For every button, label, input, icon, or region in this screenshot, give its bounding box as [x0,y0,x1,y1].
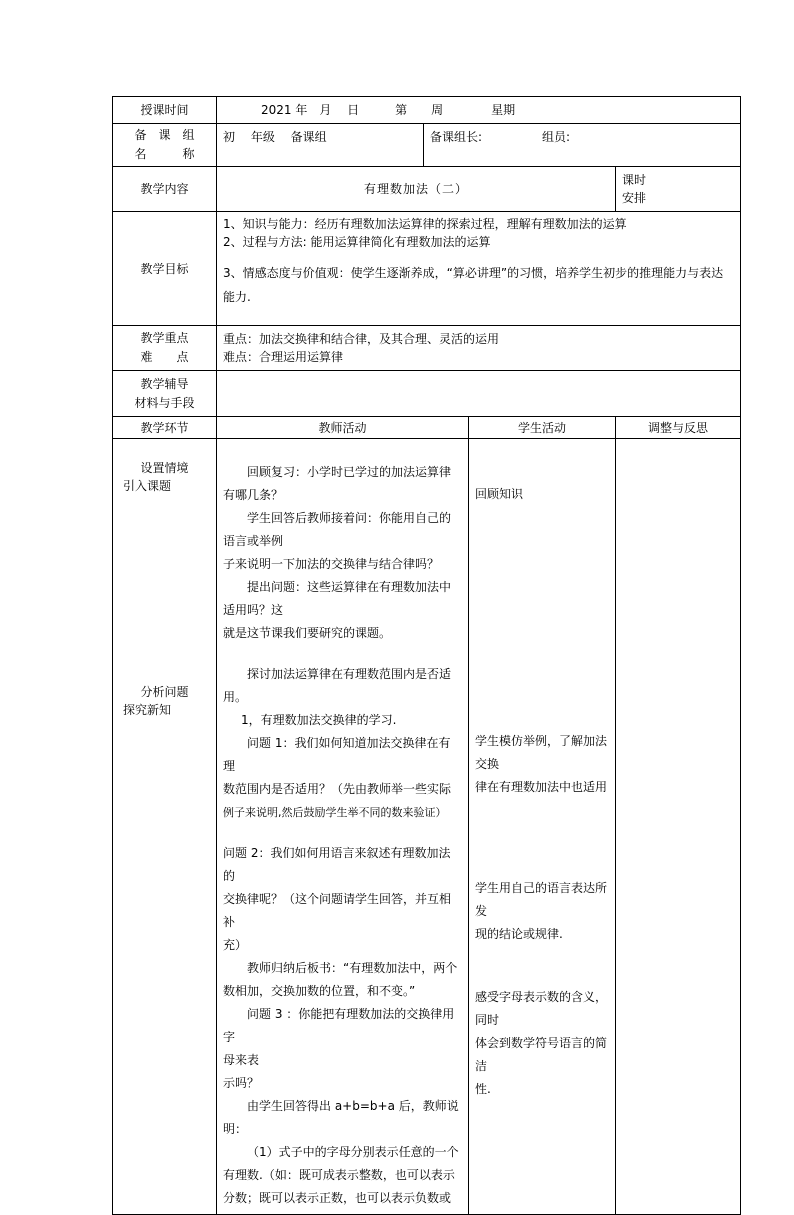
material-value [217,371,741,417]
teacher-p6a: 问题 1：我们如何知道加法交换律在有理 [223,736,451,773]
material-label-line2: 材料与手段 [134,395,195,410]
student-s2b: 律在有理数加法中也适用 [475,780,608,794]
teacher-p10: 由学生回答得出 a+b=b+a 后，教师说明： [223,1099,459,1136]
col-stage: 教学环节 [113,417,217,439]
teacher-p7b: 交换律呢？（这个问题请学生回答，并互相补 [223,892,452,929]
teacher-p2c: 子来说明一下加法的交换律与结合律吗？ [223,557,440,571]
col-student: 学生活动 [469,417,616,439]
student-s1: 回顾知识 [475,487,524,501]
teacher-p3a: 提出问题：这些运算律在有理数加法中 [247,580,452,594]
student-s4a: 感受字母表示数的含义，同时 [475,990,608,1027]
teacher-p3b: 适用吗？这 [223,603,284,617]
goal-1: 1、知识与能力：经历有理数加法运算律的探索过程，理解有理数加法的运算 [223,217,627,231]
col-adjust: 调整与反思 [616,417,741,439]
lesson-title: 有理数加法（二） [217,167,616,212]
teacher-activity-cell [217,439,469,1215]
time-value: 2021 年 月 日 第 周 星期 [217,97,741,124]
teacher-p9a: 问题 3 ：你能把有理数加法的交换律用字 [223,1007,455,1044]
period-label-line1: 课时 [622,173,647,187]
teacher-p2b: 语言或举例 [223,534,284,548]
key-point: 重点：加法交换律和结合律，及其合理、灵活的运用 [223,332,500,346]
material-label [113,371,217,417]
teacher-p9b: 母来表 [223,1053,260,1067]
group-label [113,124,217,167]
hard-point: 难点：合理运用运算律 [223,350,344,364]
material-label-line1: 教学辅导 [140,376,189,391]
teacher-p9c: 示吗？ [223,1076,260,1090]
goal-3: 3、情感态度与价值观：使学生逐渐养成，“算必讲理”的习惯，培养学生初步的推理能力与表达能力. [223,266,724,304]
teacher-p1b: 有哪几条？ [223,488,284,502]
group-label-line2: 名 称 [134,147,195,161]
student-s2a: 学生模仿举例，了解加法交换 [475,734,608,771]
goal-2: 2、过程与方法: 能用运算律简化有理数加法的运算 [223,235,491,249]
adjust-cell [616,439,741,1215]
teacher-p6b: 数范围内是否适用？（先由教师举一些实际 [223,782,452,796]
teacher-p8a: 教师归纳后板书：“有理数加法中，两个 [247,961,458,975]
student-activity-cell [469,439,616,1215]
student-s4b: 体会到数学符号语言的简洁 [475,1036,608,1073]
teacher-p5: 1，有理数加法交换律的学习. [241,713,397,727]
group-label-line1: 备 课 组 [134,128,195,142]
key-label-line1: 教学重点 [140,331,189,345]
teacher-p7a: 问题 2：我们如何用语言来叙述有理数加法的 [223,846,451,883]
student-s4c: 性. [475,1082,491,1096]
period-label [616,167,741,212]
stage-1-line2: 引入课题 [123,479,172,493]
goals-label: 教学目标 [113,212,217,326]
teacher-p4b: 用。 [223,690,248,704]
stage-1-line1: 设置情境 [140,461,189,475]
student-s3a: 学生用自己的语言表达所发 [475,881,608,918]
col-teacher: 教师活动 [217,417,469,439]
key-label [113,326,217,371]
stage-2-line1: 分析问题 [140,685,189,699]
teacher-p11a: （1）式子中的字母分别表示任意的一个 [247,1145,459,1159]
goals-cell [217,212,741,326]
stage-2-line2: 探究新知 [123,703,172,717]
teacher-p11c: 分数；既可以表示正数，也可以表示负数或 [223,1191,452,1205]
content-label: 教学内容 [113,167,217,212]
teacher-p11b: 有理数.（如：既可成表示整数，也可以表示 [223,1168,455,1182]
period-label-line2: 安排 [622,191,647,205]
teacher-p6c: 例子来说明,然后鼓励学生举不同的数来验证） [223,806,447,819]
teacher-p7c: 充） [223,938,248,952]
key-cell [217,326,741,371]
teacher-p8b: 数相加，交换加数的位置，和不变。” [223,984,416,998]
group-value: 初 年级 备课组 [217,124,424,167]
key-label-line2: 难 点 [140,350,189,364]
stage-cell [113,439,217,1215]
lesson-plan-table [112,96,741,1215]
teacher-p4a: 探讨加法运算律在有理数范围内是否适 [247,667,452,681]
teacher-p3c: 就是这节课我们要研究的课题。 [223,626,392,640]
teacher-p1a: 回顾复习：小学时已学过的加法运算律 [247,465,452,479]
time-label: 授课时间 [113,97,217,124]
teacher-p2a: 学生回答后教师接着问：你能用自己的 [247,511,452,525]
group-leader: 备课组长: 组员: [424,124,741,167]
student-s3b: 现的结论或规律. [475,927,563,941]
